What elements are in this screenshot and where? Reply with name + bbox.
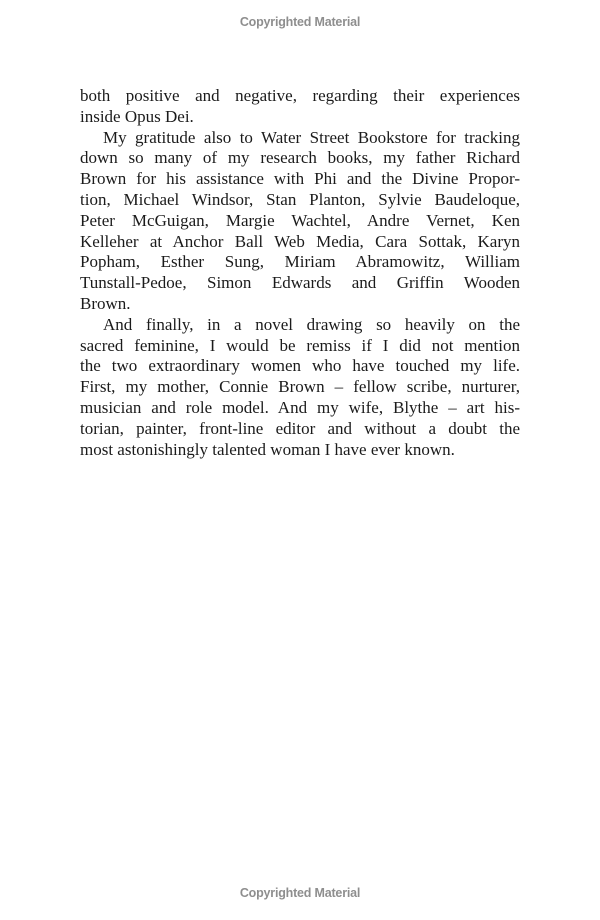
text-line: Brown for his assistance with Phi and the Divine Propor- (80, 169, 520, 189)
text-line: the two extraordinary women who have touched my life. (80, 356, 520, 376)
text-line: My gratitude also to Water Street Bookstore for tracking (103, 127, 520, 147)
text-line: Peter McGuigan, Margie Wachtel, Andre Vernet, Ken (80, 210, 520, 230)
copyright-notice-bottom: Copyrighted Material (239, 886, 361, 900)
text-line: Kelleher at Anchor Ball Web Media, Cara Sottak, Karyn (80, 231, 520, 251)
text-line: torian, painter, front-line editor and without a doubt the (80, 418, 520, 438)
text-line: tion, Michael Windsor, Stan Planton, Sylvie Baudeloque, (80, 189, 520, 209)
text-line: sacred feminine, I would be remiss if I did not mention (80, 335, 520, 355)
text-line: inside Opus Dei. (80, 106, 194, 126)
text-line: Tunstall-Pedoe, Simon Edwards and Griffin Wooden (80, 273, 520, 293)
text-line: Popham, Esther Sung, Miriam Abramowitz, William (80, 252, 520, 272)
acknowledgments-text (80, 86, 520, 460)
text-line: And finally, in a novel drawing so heavily on the (103, 314, 520, 334)
text-line: most astonishingly talented woman I have ever known. (80, 439, 455, 459)
text-line: Brown. (80, 293, 131, 313)
text-line: First, my mother, Connie Brown – fellow scribe, nurturer, (80, 377, 520, 397)
text-line: both positive and negative, regarding their experiences (80, 86, 520, 105)
text-line: down so many of my research books, my father Richard (80, 148, 520, 168)
copyright-notice-top: Copyrighted Material (239, 15, 361, 29)
text-line: musician and role model. And my wife, Blythe – art his- (80, 397, 520, 417)
